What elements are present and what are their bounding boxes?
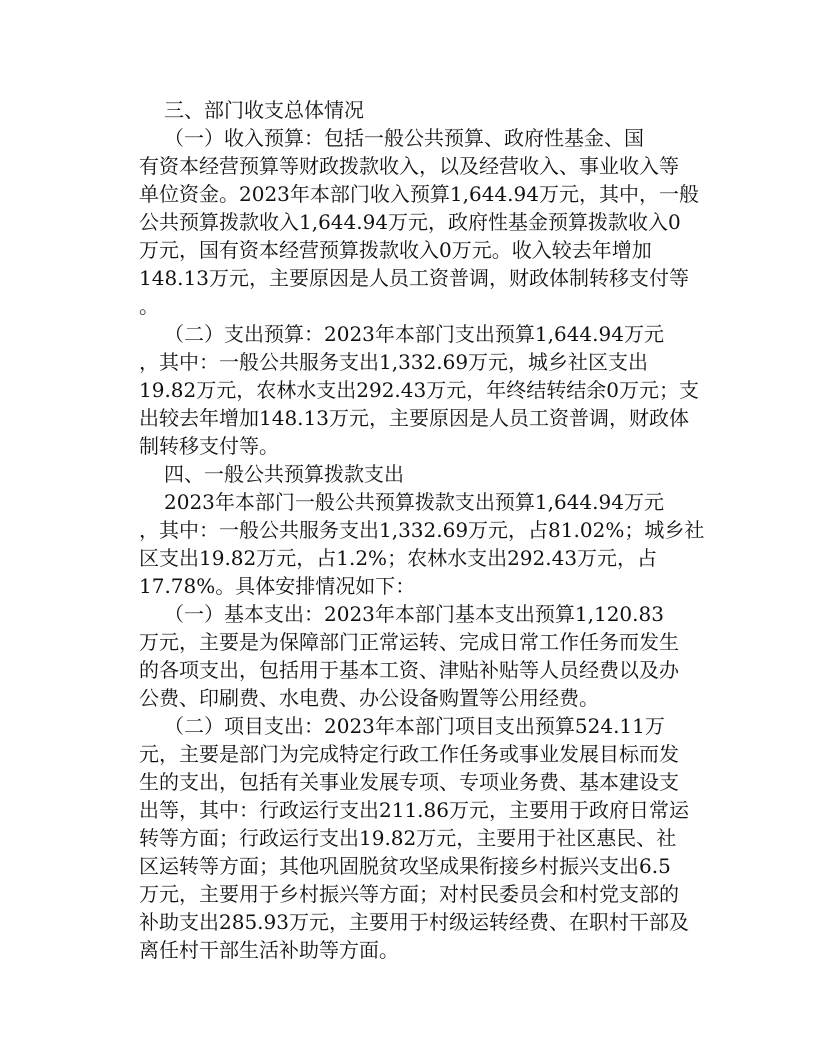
paragraph-line: 万元，主要用于乡村振兴等方面；对村民委员会和村党支部的 [139, 882, 679, 906]
paragraph-line: 区支出19.82万元，占1.2%；农林水支出292.43万元，占 [139, 546, 658, 570]
paragraph-line: 出较去年增加148.13万元，主要原因是人员工资普调，财政体 [139, 406, 689, 430]
paragraph-line: ，其中：一般公共服务支出1,332.69万元，城乡社区支出 [139, 350, 649, 374]
paragraph-line: 2023年本部门一般公共预算拨款支出预算1,644.94万元 [164, 490, 664, 514]
paragraph-line: 17.78%。具体安排情况如下： [139, 574, 416, 598]
paragraph-line: ，其中：一般公共服务支出1,332.69万元，占81.02%；城乡社 [139, 518, 705, 542]
paragraph-line: 19.82万元，农林水支出292.43万元，年终结转结余0万元；支 [139, 378, 699, 402]
paragraph-line: 制转移支付等。 [139, 434, 279, 458]
paragraph-line: 出等，其中：行政运行支出211.86万元，主要用于政府日常运 [139, 798, 689, 822]
paragraph-line: （一）收入预算：包括一般公共预算、政府性基金、国 [164, 126, 644, 150]
paragraph-line: 。 [139, 294, 159, 318]
paragraph-line: 万元，主要是为保障部门正常运转、完成日常工作任务而发生 [139, 630, 679, 654]
paragraph-line: 补助支出285.93万元，主要用于村级运转经费、在职村干部及 [139, 910, 689, 934]
paragraph-line: 生的支出，包括有关事业发展专项、专项业务费、基本建设支 [139, 770, 679, 794]
paragraph-line: 万元，国有资本经营预算拨款收入0万元。收入较去年增加 [139, 238, 652, 262]
paragraph-line: 公共预算拨款收入1,644.94万元，政府性基金预算拨款收入0 [139, 210, 681, 234]
paragraph-line: 公费、印刷费、水电费、办公设备购置等公用经费。 [139, 686, 599, 710]
paragraph-line: 有资本经营预算等财政拨款收入，以及经营收入、事业收入等 [139, 154, 679, 178]
paragraph-line: （二）项目支出：2023年本部门项目支出预算524.11万 [164, 714, 665, 738]
paragraph-line: 元，主要是部门为完成特定行政工作任务或事业发展目标而发 [139, 742, 679, 766]
paragraph-line: （一）基本支出：2023年本部门基本支出预算1,120.83 [164, 602, 664, 626]
paragraph-line: 148.13万元，主要原因是人员工资普调，财政体制转移支付等 [139, 266, 689, 290]
paragraph-line: 离任村干部生活补助等方面。 [139, 938, 399, 962]
paragraph-line: 单位资金。2023年本部门收入预算1,644.94万元，其中，一般 [139, 182, 699, 206]
section-heading-expenditure: 四、一般公共预算拨款支出 [164, 462, 404, 486]
section-heading-overview: 三、部门收支总体情况 [164, 98, 364, 122]
paragraph-line: 转等方面；行政运行支出19.82万元，主要用于社区惠民、社 [139, 826, 677, 850]
paragraph-line: （二）支出预算：2023年本部门支出预算1,644.94万元 [164, 322, 664, 346]
paragraph-line: 区运转等方面；其他巩固脱贫攻坚成果衔接乡村振兴支出6.5 [139, 854, 671, 878]
paragraph-line: 的各项支出，包括用于基本工资、津贴补贴等人员经费以及办 [139, 658, 679, 682]
